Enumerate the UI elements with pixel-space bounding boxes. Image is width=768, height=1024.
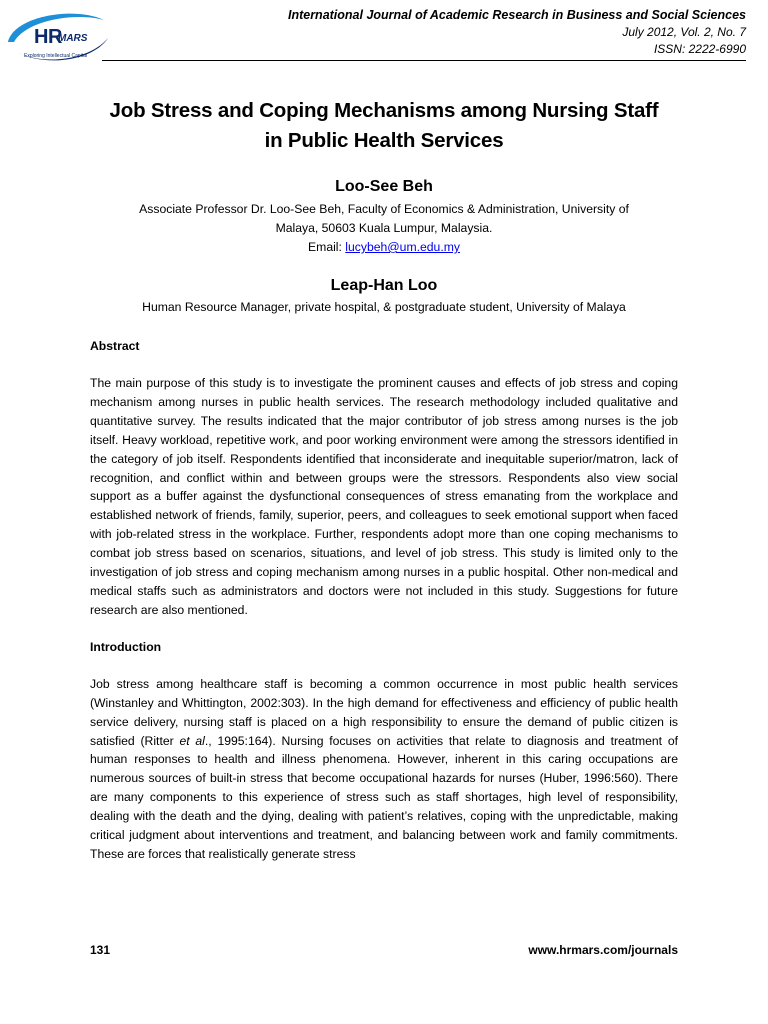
paper-title-line2: in Public Health Services: [264, 129, 504, 152]
header-divider: [102, 60, 746, 61]
author1-email-line: [90, 238, 678, 257]
journal-title: International Journal of Academic Research in Business and Social Sciences: [287, 8, 746, 22]
author1-affiliation-line2: Malaya, 50603 Kuala Lumpur, Malaysia.: [275, 221, 493, 235]
email-label: Email:: [308, 240, 342, 254]
paper-title-line1: Job Stress and Coping Mechanisms among Nursing Staff: [109, 99, 659, 122]
author1-affiliation: [90, 200, 678, 238]
intro-text-part2: ., 1995:164). Nursing focuses on activities that relate to diagnosis and treatment of human responses to health and illness phenomena. However, inherent in this caring occupations are numerous sources of built-in stress that become occupational hazards for nurses (Huber, 1996:560). There are many components to this experience of stress such as staff shortages, high level of responsibility, dealing with the death and the dying, dealing with patient’s relatives, coping with the unpredictable, making critical judgment about interventions and treatment, and balancing between work and family commitments. These are forces that realistically generate stress: [90, 733, 678, 861]
journal-issue: July 2012, Vol. 2, No. 7: [622, 25, 746, 39]
page-number: 131: [90, 943, 111, 957]
intro-et-al: et al: [179, 733, 205, 748]
hrmars-logo: [4, 8, 114, 68]
logo-hr-text: HR: [34, 26, 62, 48]
abstract-text: The main purpose of this study is to investigate the prominent causes and effects of job stress and coping mechanism among nurses in public health services. The research methodology included qualitative and quantitative survey. The results indicated that the major contributor of job stress among nurses is the job itself. Heavy workload, repetitive work, and poor working environment were among the stressors identified in the category of job itself. Respondents identified that inconsiderate and inequitable superior/matron, lack of recognition, and conflict within and between groups were the stressors. Respondents also view social support as a buffer against the dysfunctional consequences of stress emanating from the workplace and established network of friends, family, superior, peers, and colleagues to seek emotional support when faced with job-related stress in the workplace. Further, respondents adopt more than one coping mechanisms to combat job stress based on scenarios, situations, and level of job stress. This study is limited only to the investigation of job stress and coping mechanism among nurses in a public hospital. Other non-medical and medical staffs such as administrators and doctors were not included in this study. Suggestions for future research are also mentioned.: [90, 376, 678, 617]
journal-header: [288, 7, 746, 58]
introduction-heading: Introduction: [90, 639, 162, 654]
author2-name: Leap-Han Loo: [330, 277, 438, 294]
paper-title: [90, 96, 678, 156]
journal-website: www.hrmars.com/journals: [528, 943, 678, 957]
logo-tagline: Exploring Intellectual Capital: [24, 53, 88, 59]
author1-email-link[interactable]: lucybeh@um.edu.my: [345, 240, 460, 254]
author1-name: Loo-See Beh: [335, 178, 433, 195]
introduction-text: [90, 675, 678, 864]
author1-affiliation-line1: Associate Professor Dr. Loo-See Beh, Faculty of Economics & Administration, University of: [139, 202, 629, 216]
article-body: [90, 96, 678, 864]
logo-mars-text: MARS: [58, 33, 88, 44]
intro-text-part1: Job stress among healthcare staff is becoming a common occurrence in most public health services (Winstanley and Whittington, 2002:303). In the high demand for effectiveness and efficiency of public health service delivery, nursing staff is placed on a high responsibility to ensure the demand of public citizen is satisfied (Ritter: [90, 676, 678, 748]
abstract-heading: Abstract: [90, 339, 140, 353]
journal-issn: ISSN: 2222-6990: [653, 42, 746, 56]
author2-affiliation: Human Resource Manager, private hospital, & postgraduate student, University of Malaya: [142, 300, 626, 314]
